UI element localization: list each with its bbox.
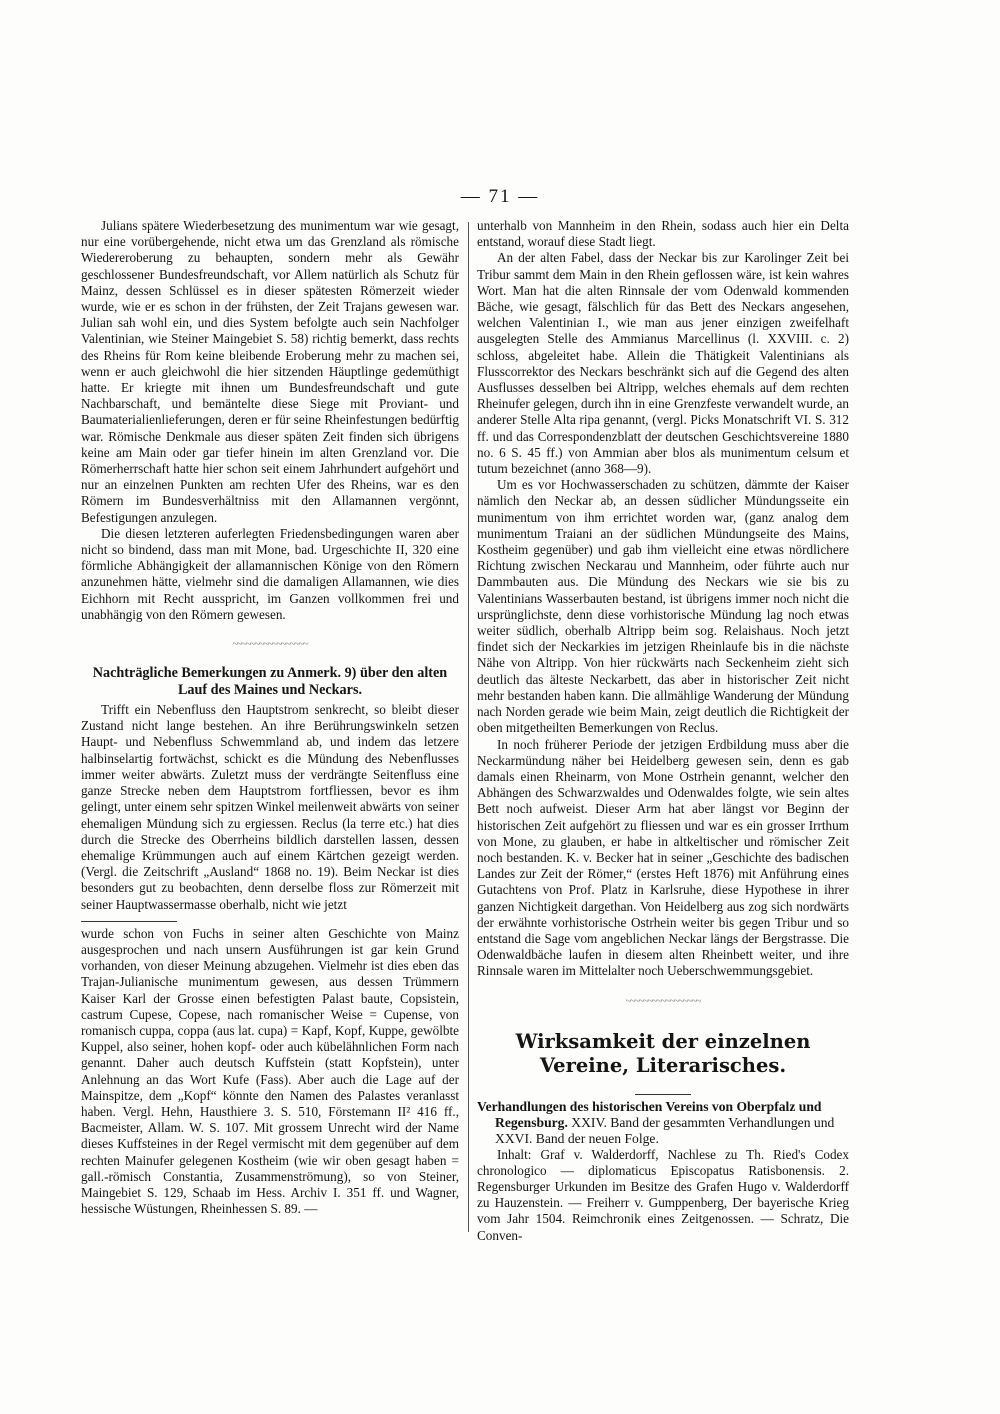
section-heading: Nachträgliche Bemerkungen zu Anmerk. 9) über den alten Lauf des Maines und Neckars. [92, 665, 448, 699]
body-paragraph: Die diesen letzteren auferlegten Friedensbedingungen waren aber nicht so bindend, dass man mit Mone, bad. Urgeschichte II, 320 eine förmliche Abhängigkeit der allamannischen Könige von den Römern anzunehmen hätte, vielmehr sind die damaligen Allamannen, wie dies Eichhorn mit Recht ausspricht, im Ganzen vollkommen frei und unabhängig von den Römern gewesen. [81, 525, 459, 622]
publication-title: Verhandlungen des historischen Vereins von Oberpfalz und Regensburg. [477, 1098, 822, 1130]
column-divider [468, 222, 469, 1232]
body-paragraph: In noch früherer Periode der jetzigen Erdbildung muss aber die Neckarmündung näher bei Heidelberg gewesen sein, denn es gab damals einen Rheinarm, von Mone Ostrhein genannt, welcher den Abhängen des Schwarzwaldes und Odenwaldes folgte, wie sein altes Bett noch aufweist. Dieser Arm hat aber längst vor Beginn der historischen Zeit aufgehört zu fliessen und war es ein grosser Irrthum von Mone, zu glauben, er habe in altkeltischer und römischer Zeit noch bestanden. K. v. Becker hat in seiner „Geschichte des badischen Landes zur Zeit der Römer,“ (erstes Heft 1876) mit Anführung eines Gutachtens von Prof. Platz in Karlsruhe, diese Hypothese in ihrer ganzen Nichtigkeit dargethan. Von Heidelberg aus zog sich nordwärts der erwähnte vorhistorische Ostrhein weiter bis gegen Tribur und so entstand die Sage vom angeblichen Neckar längs der Bergstrasse. Die Odenwaldbäche laufen in diesem alten Rheinbett weiter, und ihre Rinnsale waren im Mittelalter noch Ueberschwemmungsgebiet. [477, 736, 849, 979]
page-number: — 71 — [460, 186, 540, 207]
body-paragraph: An der alten Fabel, dass der Neckar bis zur Karolinger Zeit bei Tribur sammt dem Main in den Rhein geflossen wäre, ist kein wahres Wort. Man hat die alten Rinnsale der vom Odenwald kommenden Bäche, wie gesagt, fälschlich für das Bett des Neckars angesehen, welchen Valentinian I., wie man aus jener einzigen zweifelhaft ausgelegten Stelle des Ammianus Marcellinus (l. XXVIII. c. 2) schloss, abgeleitet habe. Allein die Thätigkeit Valentinians als Flusscorrektor des Neckars beschränkt sich auf die Gegend des alten Ausflusses desselben bei Altripp, welches ehemals auf dem rechten Rheinufer gelegen, durch ihn in eine Grenzfeste verwandelt wurde, an anderer Stelle Alta ripa genannt, (vergl. Picks Monatschrift VI. S. 312 ff. und das Correspondenzblatt der deutschen Geschichtsvereine 1880 no. 6 S. 45 ff.) von Ammian aber blos als munimentum celsum et tutum bezeichnet (anno 368—9). [477, 250, 849, 477]
body-paragraph: Julians spätere Wiederbesetzung des munimentum war wie gesagt, nur eine vorübergehende, nicht etwa um das Grenzland als römische Wiedereroberung zu behaupten, sondern mehr als Gewähr geschlossener Bundesfreundschaft, vor Allem natürlich als Schutz für Mainz, dessen Schlüssel es in dieser spätesten Römerzeit wieder wurde, wie er es schon in der frühsten, der Zeit Trajans gewesen war. Julian sah wohl ein, und dies System befolgte auch sein Nachfolger Valentinian, wie Steiner Maingebiet S. 58) richtig bemerkt, dass rechts des Rheins für Rom keine bleibende Eroberung mehr zu machen sei, wenn er auch gleichwohl die hier sitzenden Häuptlinge gedemüthigt hatte. Er kriegte mit ihnen um Bundesfreundschaft und gute Nachbarschaft, und bemäntelte diese Siege mit Proviant- und Baumaterialienlieferungen, deren er für seine Rheinfestungen bedürftig war. Römische Denkmale aus dieser späten Zeit finden sich übrigens keine am Main oder gar tiefer hinein im alten Grenzland vor. Die Römerherrschaft hatte hier schon seit einem Jahrhundert aufgehört und nur an einzelnen Punkten am rechten Ufer des Rheins, war es den Römern im Bundesverhältniss mit den Allamannen vergönnt, Befestigungen anzulegen. [81, 218, 459, 525]
footnote [81, 926, 459, 1218]
footnote-text: wurde schon von Fuchs in seiner alten Geschichte von Mainz ausgesprochen und nach unsern Ausführungen ist gar kein Grund vorhanden, von dieser Meinung abzugehen. Vielmehr ist dies eben das Trajan-Julianische munimentum gewesen, aus dessen Trümmern Kaiser Karl der Grosse einen befestigten Palast baute, Copsistein, castrum Cupese, Copese, nach romanischer Weise = Cupense, von romanisch cuppa, coppa (aus lat. cupa) = Kapf, Kopf, Kuppe, gewölbte Kuppel, also seiner, hohen kopf- oder auch kübelähnlichen Form nach genannt. Daher auch deutsch Kuffstein (statt Kopfstein), unter Anlehnung an das Wort Kufe (Fass). Aber auch die Lage auf der Mainspitze, dem „Kopf“ könnte den Namen des Palastes veranlasst haben. Vergl. Hehn, Hausthiere 3. S. 510, Förstemann II² 416 ff., Bacmeister, Allam. W. S. 107. Mit grossem Unrecht wird der Name dieses Kuffsteines in der Regel vermischt mit dem gegenüber auf dem rechten Mainufer gelegenen Kostheim (wie wir oben gesagt haben = gall.-römisch Constantia, Zusammenströmung), so von Steiner, Maingebiet S. 129, Schaab im Hess. Archiv I. 351 ff. und Wagner, hessische Wüstungen, Rheinhessen S. 89. — [81, 925, 459, 1217]
body-paragraph: Trifft ein Nebenfluss den Hauptstrom senkrecht, so bleibt dieser Zustand nicht lange bestehen. An ihre Berührungswinkeln setzen Haupt- und Nebenfluss Schwemmland ab, und indem das letzere halbinselartig fortwächst, schickt es die Mündung des Nebenflusses immer weiter abwärts. Zuletzt muss der verdrängte Seitenfluss eine ganze Strecke neben dem Hauptstrom fortfliessen, bevor es ihm gelingt, unter einem sehr spitzen Winkel meilenweit abwärts von seiner ehemaligen Mündung sich zu ergiessen. Reclus (la terre etc.) hat dies durch die Strecke des Oberrheins bildlich darstellen lassen, dessen ehemalige Krümmungen auch auf einem Kärtchen gezeigt werden. (Vergl. die Zeitschrift „Ausland“ 1868 no. 19). Beim Neckar ist dies besonders gut zu beobachten, denn derselbe floss zur Römerzeit mit seiner Hauptwassermasse oberhalb, nicht wie jetzt [81, 702, 459, 912]
publication-heading [477, 1099, 849, 1147]
section-title: Wirksamkeit der einzelnen Vereine, Literarisches. [515, 1029, 811, 1077]
body-paragraph: Um es vor Hochwasserschaden zu schützen, dämmte der Kaiser nämlich den Neckar ab, an dessen südlicher Mündungsseite ein munimentum von ihm errichtet worden war, (ganz analog dem munimentum Traiani an der südlichen Mündungseite des Mains, Kostheim gegenüber) und gab ihm vielleicht eine etwas nördlichere Richtung zwischen Neckarau und Mannheim, oder führte auch nur Dammbauten aus. Die Mündung des Neckars wie sie bis zu Valentinians Wasserbauten bestand, ist übrigens immer noch nicht die ursprünglichste, denn diese vorhistorische Mündung lag noch etwas weiter südlich, oberhalb Altripp beim sog. Relaishaus. Noch jetzt findet sich der Neckarkies im jetzigen Rheinlaufe bis in die nächste Nähe von Altripp. Von hier rückwärts nach Seckenheim zieht sich deutlich das älteste Neckarbett, das aber in historischer Zeit nicht mehr bestanden haben kann. Die allmählige Wanderung der Mündung nach Norden gerade wie beim Main, zeigt deutlich die Richtigkeit der oben mitgetheilten Bemerkungen von Reclus. [477, 477, 849, 736]
body-paragraph: unterhalb von Mannheim in den Rhein, sodass auch hier ein Delta entstand, worauf diese Stadt liegt. [477, 218, 849, 250]
ornamental-divider: ~~~~~~~~~~~~~~~~~ [625, 995, 701, 1007]
short-rule [635, 1094, 691, 1095]
contents-paragraph: Inhalt: Graf v. Walderdorff, Nachlese zu Th. Ried's Codex chronologico — diplomaticus Episcopatus Ratisbonensis. 2. Regensburger Urkunden im Besitze des Grafen Hugo v. Walderdorff zu Hauzenstein. — Freiherr v. Gumppenberg, Der bayerische Krieg vom Jahr 1504. Reimchronik eines Zeitgenossen. — Schratz, Die Conven- [477, 1146, 849, 1243]
left-column [81, 218, 459, 1217]
right-column [477, 218, 849, 1244]
publication-volume: XXIV. Band der gesammten Verhandlungen und XXVI. Band der neuen Folge. [495, 1114, 835, 1146]
footnote-rule [81, 921, 177, 922]
ornamental-divider: ~~~~~~~~~~~~~~~~~ [232, 639, 308, 651]
